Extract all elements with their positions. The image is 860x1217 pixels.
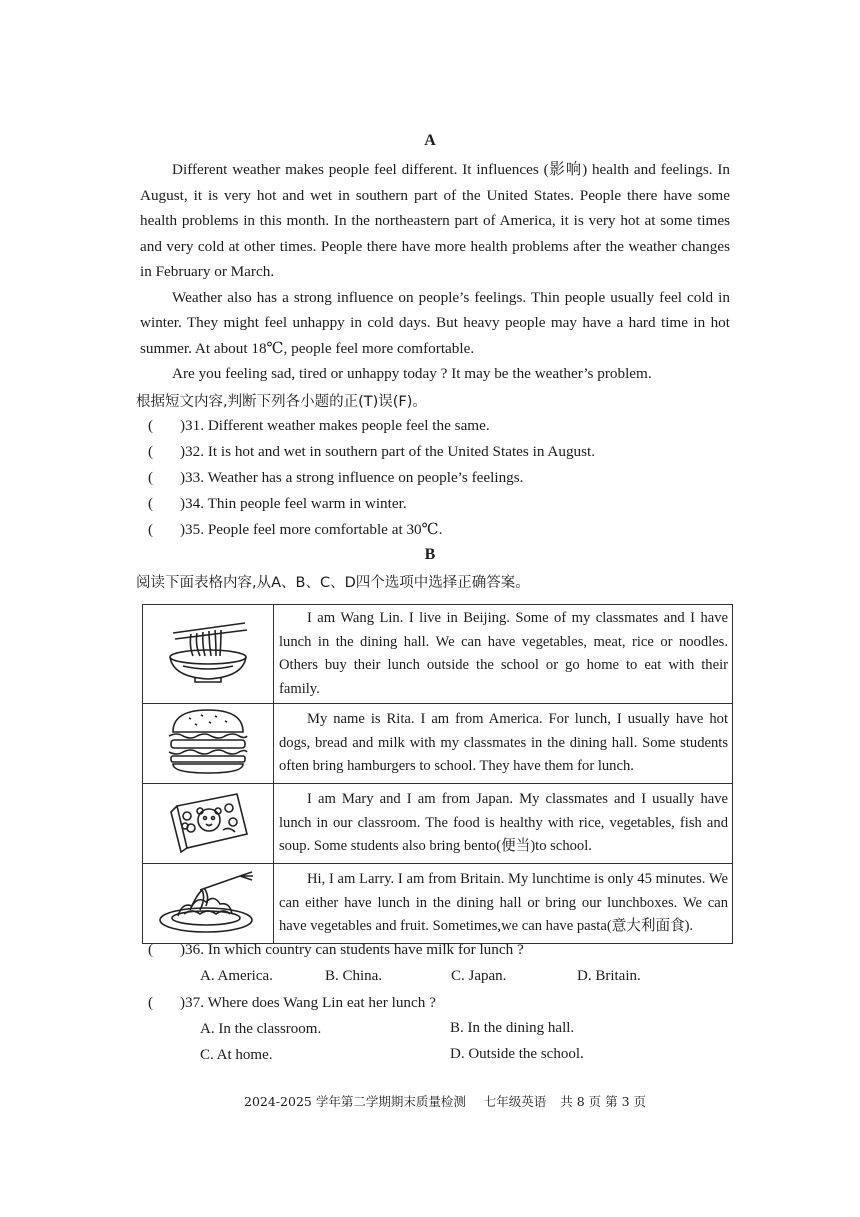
bento-box-icon bbox=[163, 786, 253, 856]
passage-paragraph: Different weather makes people feel different. It influences (影响) health and feelings. In August, it is very hot and wet in southern part of the United States. People there have some health problems in this month. In the northeastern part of America, it is very hot at some times and very cold at other times. People there have more health problems after the weather changes in February or March. bbox=[140, 161, 730, 280]
noodle-bowl-icon bbox=[163, 619, 253, 685]
table-text-cell bbox=[274, 784, 733, 864]
question-33[interactable] bbox=[148, 468, 523, 488]
page-footer bbox=[244, 1092, 646, 1110]
passage-paragraph: Weather also has a strong influence on people’s feelings. Thin people usually feel cold in winter. They might feel unhappy in cold days. But heavy people may have a hard time in hot summer. At about 18℃, people feel more comfortable. bbox=[140, 288, 730, 357]
question-text: )34. Thin people feel warm in winter. bbox=[180, 495, 407, 512]
option-c[interactable]: C. Japan. bbox=[451, 968, 507, 984]
table-text-cell bbox=[274, 605, 733, 704]
table-row bbox=[143, 704, 733, 784]
answer-bracket[interactable]: ( bbox=[148, 941, 154, 958]
table-text-cell bbox=[274, 864, 733, 944]
instruction-b: 阅读下面表格内容,从A、B、C、D四个选项中选择正确答案。 bbox=[136, 575, 530, 591]
footer-page-number: 共 8 页 第 3 页 bbox=[560, 1094, 647, 1109]
passage-a bbox=[140, 157, 730, 387]
table-text-cell bbox=[274, 704, 733, 784]
question-34[interactable] bbox=[148, 494, 407, 514]
option-b[interactable]: B. In the dining hall. bbox=[450, 1020, 575, 1036]
footer-subject: 七年级英语 bbox=[483, 1094, 547, 1109]
row-text: Hi, I am Larry. I am from Britain. My lunchtime is only 45 minutes. We can either have lunch in the dining hall or bring our lunchboxes. We can have vegetables and fruit. Sometimes,we can have pasta(意大利面食). bbox=[279, 871, 728, 935]
question-32[interactable] bbox=[148, 442, 595, 462]
answer-bracket[interactable]: ( bbox=[148, 495, 154, 512]
question-text: )37. Where does Wang Lin eat her lunch ? bbox=[180, 994, 436, 1011]
question-37[interactable] bbox=[148, 993, 436, 1013]
question-text: )32. It is hot and wet in southern part of the United States in August. bbox=[180, 443, 596, 460]
question-text: )35. People feel more comfortable at 30℃. bbox=[180, 521, 443, 538]
row-text: I am Mary and I am from Japan. My classmates and I usually have lunch in our classroom. The food is healthy with rice, vegetables, fish and soup. Some students also bring bento(便当)to school. bbox=[279, 791, 728, 855]
answer-bracket[interactable]: ( bbox=[148, 417, 154, 434]
table-image-cell bbox=[143, 605, 274, 704]
hamburger-icon bbox=[163, 706, 253, 776]
option-c[interactable]: C. At home. bbox=[200, 1047, 273, 1063]
instruction-a: 根据短文内容,判断下列各小题的正(T)误(F)。 bbox=[136, 394, 427, 410]
option-a[interactable]: A. In the classroom. bbox=[200, 1021, 322, 1037]
question-text: )36. In which country can students have milk for lunch ? bbox=[180, 941, 524, 958]
row-text: My name is Rita. I am from America. For lunch, I usually have hot dogs, bread and milk with my classmates in the dining hall. Some students often bring hamburgers to school. They have them for lunch. bbox=[279, 711, 728, 775]
section-a-title: A bbox=[424, 132, 436, 149]
question-35[interactable] bbox=[148, 520, 442, 540]
section-b-title: B bbox=[424, 546, 436, 563]
answer-bracket[interactable]: ( bbox=[148, 469, 154, 486]
option-a[interactable]: A. America. bbox=[200, 968, 273, 984]
pasta-plate-icon bbox=[156, 866, 260, 936]
question-text: )31. Different weather makes people feel the same. bbox=[180, 417, 490, 434]
question-text: )33. Weather has a strong influence on people’s feelings. bbox=[180, 469, 524, 486]
row-text: I am Wang Lin. I live in Beijing. Some of my classmates and I have lunch in the dining hall. We can have vegetables, meat, rice or noodles. Others buy their lunch outside the school or go home to eat with their family. bbox=[279, 610, 728, 697]
question-36[interactable] bbox=[148, 940, 524, 960]
option-b[interactable]: B. China. bbox=[325, 968, 383, 984]
table-row bbox=[143, 864, 733, 944]
passage-paragraph: Are you feeling sad, tired or unhappy today ? It may be the weather’s problem. bbox=[172, 365, 652, 382]
table-image-cell bbox=[143, 704, 274, 784]
lunch-table bbox=[142, 604, 733, 944]
answer-bracket[interactable]: ( bbox=[148, 521, 154, 538]
answer-bracket[interactable]: ( bbox=[148, 443, 154, 460]
table-image-cell bbox=[143, 864, 274, 944]
option-d[interactable]: D. Outside the school. bbox=[450, 1046, 584, 1062]
option-d[interactable]: D. Britain. bbox=[577, 968, 641, 984]
table-image-cell bbox=[143, 784, 274, 864]
answer-bracket[interactable]: ( bbox=[148, 994, 154, 1011]
table-row bbox=[143, 605, 733, 704]
question-31[interactable] bbox=[148, 416, 490, 436]
table-row bbox=[143, 784, 733, 864]
footer-exam-title: 2024-2025 学年第二学期期末质量检测 bbox=[244, 1094, 466, 1109]
